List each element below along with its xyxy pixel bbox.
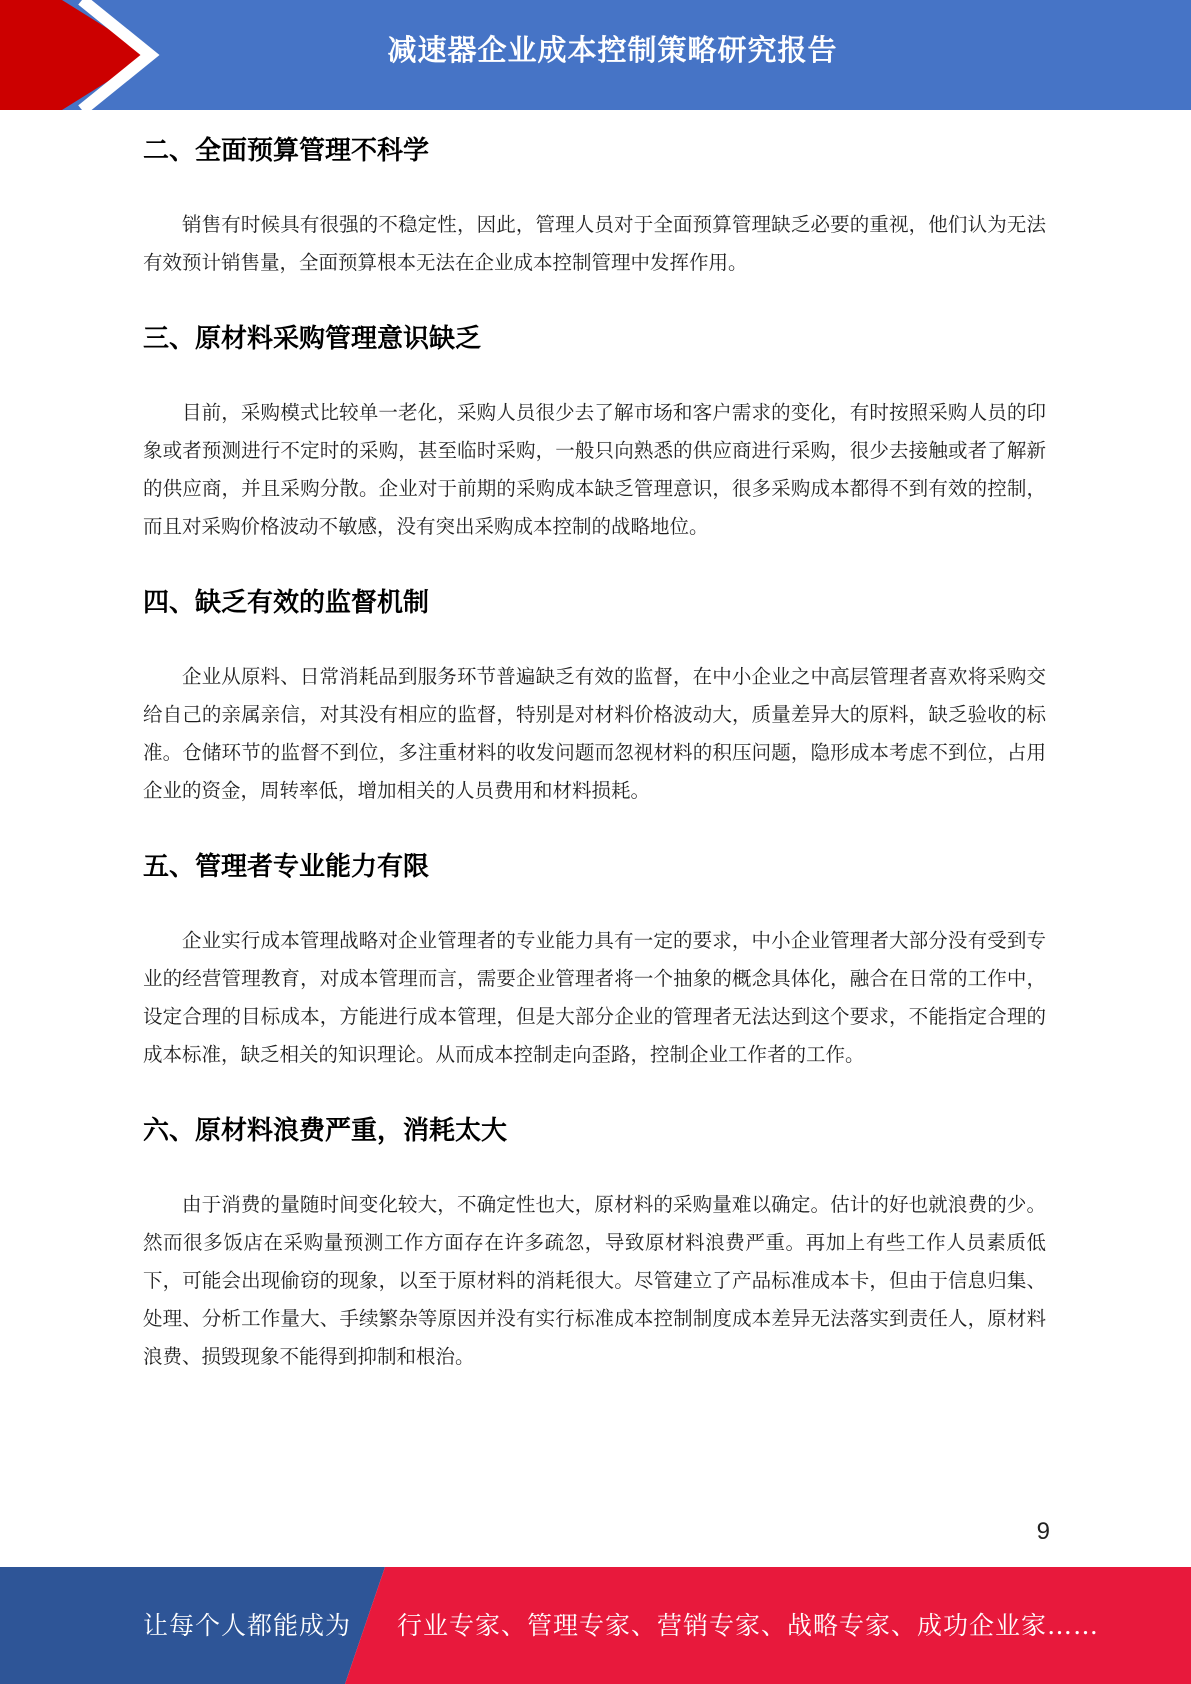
section-paragraph: 销售有时候具有很强的不稳定性，因此，管理人员对于全面预算管理缺乏必要的重视，他们认为无法有效预计销售量，全面预算根本无法在企业成本控制管理中发挥作用。 [143, 213, 1046, 274]
main-content [143, 118, 1046, 1400]
section-heading: 六、原材料浪费严重，消耗太大 [143, 1116, 508, 1146]
footer-slogan-right: 行业专家、管理专家、营销专家、战略专家、成功企业家…… [397, 1611, 1100, 1640]
section-paragraph: 目前，采购模式比较单一老化，采购人员很少去了解市场和客户需求的变化，有时按照采购人员的印象或者预测进行不定时的采购，甚至临时采购，一般只向熟悉的供应商进行采购，很少去接触或者了解新的供应商，并且采购分散。企业对于前期的采购成本缺乏管理意识，很多采购成本都得不到有效的控制，而且对采购价格波动不敏感，没有突出采购成本控制的战略地位。 [143, 401, 1046, 538]
section-heading: 三、原材料采购管理意识缺乏 [143, 324, 482, 354]
section-heading: 五、管理者专业能力有限 [143, 852, 430, 882]
footer-slogan-left: 让每个人都能成为 [143, 1611, 352, 1640]
page-number: 9 [1036, 1518, 1050, 1545]
document-title: 减速器企业成本控制策略研究报告 [387, 33, 838, 67]
section [143, 306, 1046, 546]
page-footer [0, 1567, 1191, 1684]
page-header [0, 0, 1191, 110]
section-paragraph: 企业实行成本管理战略对企业管理者的专业能力具有一定的要求，中小企业管理者大部分没有受到专业的经营管理教育，对成本管理而言，需要企业管理者将一个抽象的概念具体化，融合在日常的工作中，设定合理的目标成本，方能进行成本管理，但是大部分企业的管理者无法达到这个要求，不能指定合理的成本标准，缺乏相关的知识理论。从而成本控制走向歪路，控制企业工作者的工作。 [143, 929, 1046, 1066]
section [143, 834, 1046, 1074]
section-heading: 四、缺乏有效的监督机制 [143, 588, 430, 618]
section-paragraph: 由于消费的量随时间变化较大，不确定性也大，原材料的采购量难以确定。估计的好也就浪费的少。然而很多饭店在采购量预测工作方面存在许多疏忽，导致原材料浪费严重。再加上有些工作人员素质低下，可能会出现偷窃的现象，以至于原材料的消耗很大。尽管建立了产品标准成本卡，但由于信息归集、处理、分析工作量大、手续繁杂等原因并没有实行标准成本控制制度成本差异无法落实到责任人，原材料浪费、损毁现象不能得到抑制和根治。 [143, 1193, 1046, 1368]
section [143, 570, 1046, 810]
section-heading: 二、全面预算管理不科学 [143, 136, 430, 166]
section-paragraph: 企业从原料、日常消耗品到服务环节普遍缺乏有效的监督，在中小企业之中高层管理者喜欢将采购交给自己的亲属亲信，对其没有相应的监督，特别是对材料价格波动大，质量差异大的原料，缺乏验收的标准。仓储环节的监督不到位，多注重材料的收发问题而忽视材料的积压问题，隐形成本考虑不到位，占用企业的资金，周转率低，增加相关的人员费用和材料损耗。 [143, 665, 1046, 802]
section [143, 118, 1046, 282]
section [143, 1098, 1046, 1376]
